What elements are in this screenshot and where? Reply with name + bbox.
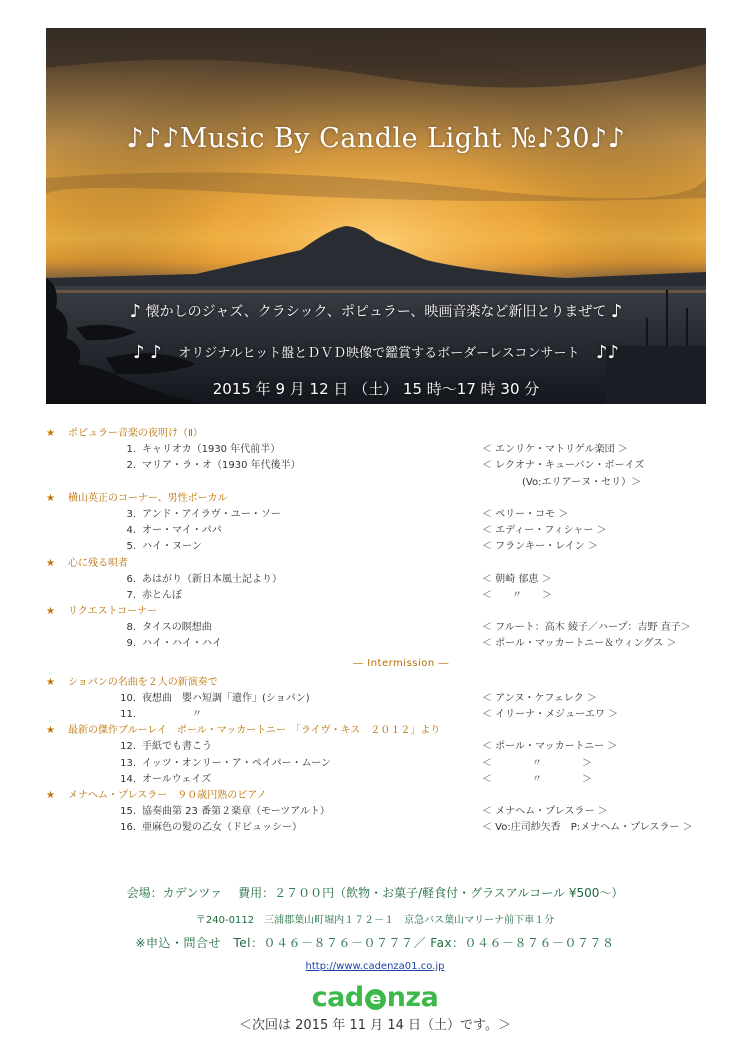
program-item bbox=[46, 507, 726, 523]
track-number: 3. bbox=[126, 508, 136, 520]
program-section-heading bbox=[46, 788, 726, 804]
program-section-heading bbox=[46, 426, 726, 442]
program-item bbox=[46, 620, 726, 636]
program-item bbox=[46, 636, 726, 652]
track-number: 10. bbox=[120, 692, 136, 704]
event-datetime: 2015 年 9 月 12 日 （土） 15 時～17 時 30 分 bbox=[212, 380, 540, 398]
program-item bbox=[46, 820, 726, 836]
star-icon: ★ bbox=[46, 492, 55, 504]
program-item bbox=[46, 691, 726, 707]
program-section-heading bbox=[46, 491, 726, 507]
program-list bbox=[46, 426, 726, 837]
song-title: 亜麻色の髪の乙女（ドビュッシー） bbox=[142, 822, 302, 834]
song-title: マリア・ラ・オ（1930 年代後半） bbox=[142, 460, 301, 472]
track-number: 4. bbox=[126, 525, 136, 537]
track-number: 6. bbox=[126, 573, 136, 585]
performer: ＜ ポール・マッカートニー ＞ bbox=[482, 741, 618, 753]
song-title: キャリオカ（1930 年代前半） bbox=[142, 444, 281, 456]
contact-info: ※申込・問合せ Tel：０４６－８７６－０７７７／ Fax：０４６－８７６－０７７８ bbox=[135, 936, 615, 950]
logo-text-right: nza bbox=[386, 982, 439, 1013]
track-number: 7. bbox=[126, 589, 136, 601]
song-title: オー・マイ・パパ bbox=[142, 525, 222, 537]
program-section-heading bbox=[46, 675, 726, 691]
section-title: 横山英正のコーナー、男性ボーカル bbox=[68, 492, 228, 504]
program-item bbox=[46, 804, 726, 820]
song-title: オールウェイズ bbox=[142, 773, 212, 785]
program-section-heading bbox=[46, 556, 726, 572]
song-title: アンド・アイラヴ・ユー・ソー bbox=[142, 508, 281, 520]
music-note-icon: ♪ bbox=[129, 301, 142, 322]
song-title: 手紙でも書こう bbox=[142, 741, 212, 753]
performer: ＜ メナヘム・プレスラー ＞ bbox=[482, 806, 608, 818]
track-number: 14. bbox=[120, 773, 136, 785]
music-note-icon: ♪♪ bbox=[596, 342, 620, 363]
performer: (Vo:エリアーヌ・セリ）＞ bbox=[482, 476, 642, 488]
song-title: 協奏曲第 23 番第２楽章（モーツアルト） bbox=[142, 806, 330, 818]
track-number: 11. bbox=[120, 709, 136, 720]
track-number: 13. bbox=[120, 757, 136, 769]
program-item bbox=[46, 756, 726, 772]
song-title: 夜想曲 嬰ハ短調「遺作」(ショパン) bbox=[142, 692, 310, 704]
section-title: ポピュラー音楽の夜明け（Ⅱ） bbox=[68, 428, 203, 439]
performer: ＜ ポール・マッカートニー＆ウィングス ＞ bbox=[482, 638, 677, 650]
star-icon: ★ bbox=[46, 789, 55, 801]
next-event-notice: ＜次回は 2015 年 11 月 14 日（土）です。＞ bbox=[239, 1018, 511, 1033]
performer: ＜ 〃 ＞ bbox=[482, 589, 552, 601]
performer: ＜ エディー・フィシャー ＞ bbox=[482, 525, 607, 537]
intermission-divider: ― Intermission ― bbox=[353, 657, 449, 669]
track-number: 9. bbox=[126, 638, 136, 650]
performer: ＜ フルート：高木 綾子／ハープ：吉野 直子＞ bbox=[482, 622, 691, 634]
performer: ＜ 〃 ＞ bbox=[482, 773, 592, 785]
program-section-heading bbox=[46, 723, 726, 739]
star-icon: ★ bbox=[46, 557, 55, 569]
tagline-genres-text: 懐かしのジャズ、クラシック、ポピュラー、映画音楽など新旧とりまぜて bbox=[145, 304, 607, 320]
music-note-icon: ♪ bbox=[610, 301, 623, 322]
section-title: リクエストコーナー bbox=[68, 606, 158, 618]
venue-fee: 会場：カデンツァ 費用：２７００円（飲物・お菓子/軽食付・グラスアルコール ¥500～） bbox=[126, 886, 624, 900]
track-number: 5. bbox=[126, 541, 136, 553]
program-section-heading bbox=[46, 604, 726, 620]
performer: ＜ 朝崎 郁恵 ＞ bbox=[482, 573, 552, 585]
track-number: 8. bbox=[126, 622, 136, 634]
hero-banner bbox=[46, 28, 706, 404]
program-item bbox=[46, 588, 726, 604]
section-title: 最新の傑作ブルーレイ ポール・マッカートニー 「ライヴ・キス ２０１２」より bbox=[68, 725, 441, 737]
program-item bbox=[46, 772, 726, 788]
event-title: ♪♪♪Music By Candle Light №♪30♪♪ bbox=[126, 123, 626, 154]
star-icon: ★ bbox=[46, 428, 55, 439]
section-title: メナヘム・プレスラー ９０歳円熟のピアノ bbox=[68, 789, 267, 801]
program-item bbox=[46, 442, 726, 458]
star-icon: ★ bbox=[46, 606, 55, 618]
program-item bbox=[46, 739, 726, 755]
track-number: 12. bbox=[120, 741, 136, 753]
performer: ＜ 〃 ＞ bbox=[482, 757, 592, 769]
cadenza-logo bbox=[0, 982, 750, 1013]
music-note-icon: ♪ ♪ bbox=[132, 342, 162, 363]
performer: ＜ アンヌ・ケフェレク ＞ bbox=[482, 692, 597, 704]
track-number: 2. bbox=[126, 460, 136, 472]
track-number: 16. bbox=[120, 822, 136, 834]
song-title: ハイ・ヌーン bbox=[142, 541, 202, 553]
song-title: あはがり（新日本風土記より） bbox=[142, 573, 282, 585]
song-title: イッツ・オンリー・ア・ペイパー・ムーン bbox=[142, 757, 331, 769]
performer: ＜ レクオナ・キューバン・ボーイズ bbox=[482, 460, 645, 472]
performer: ＜ Vo:庄司紗矢香 P:メナヘム・プレスラー ＞ bbox=[482, 822, 693, 834]
star-icon: ★ bbox=[46, 676, 55, 688]
song-title: ハイ・ハイ・ハイ bbox=[142, 638, 222, 650]
performer: ＜ イリーナ・メジューエワ ＞ bbox=[482, 709, 619, 720]
logo-text-left: cad bbox=[311, 982, 364, 1013]
tagline-genres bbox=[46, 301, 706, 322]
tagline-concert-text: オリジナルヒット盤とＤＶＤ映像で鑑賞するボーダーレスコンサート bbox=[178, 346, 580, 361]
performer: ＜ フランキー・レイン ＞ bbox=[482, 541, 598, 553]
program-item bbox=[46, 539, 726, 555]
song-title: タイスの瞑想曲 bbox=[142, 622, 212, 634]
website-link[interactable]: http://www.cadenza01.co.jp bbox=[305, 961, 445, 972]
performer: ＜ エンリケ・マトリゲル楽団 ＞ bbox=[482, 444, 628, 456]
section-title: 心に残る唄者 bbox=[68, 557, 128, 569]
track-number: 1. bbox=[126, 444, 136, 456]
program-item bbox=[46, 707, 726, 723]
song-title: 赤とんぼ bbox=[142, 589, 182, 601]
logo-e-badge: e bbox=[365, 989, 386, 1010]
program-item bbox=[46, 475, 726, 491]
program-item bbox=[46, 523, 726, 539]
program-item bbox=[46, 458, 726, 474]
track-number: 15. bbox=[120, 806, 136, 818]
song-title: 〃 bbox=[142, 709, 202, 720]
performer: ＜ ペリー・コモ ＞ bbox=[482, 508, 569, 520]
program-item bbox=[46, 572, 726, 588]
tagline-concert bbox=[46, 342, 706, 363]
venue-address: 〒240-0112 三浦郡葉山町堀内１７２－１ 京急バス葉山マリーナ前下車１分 bbox=[195, 915, 555, 926]
section-title: ショパンの名曲を２人の新演奏で bbox=[68, 676, 218, 688]
star-icon: ★ bbox=[46, 725, 55, 737]
